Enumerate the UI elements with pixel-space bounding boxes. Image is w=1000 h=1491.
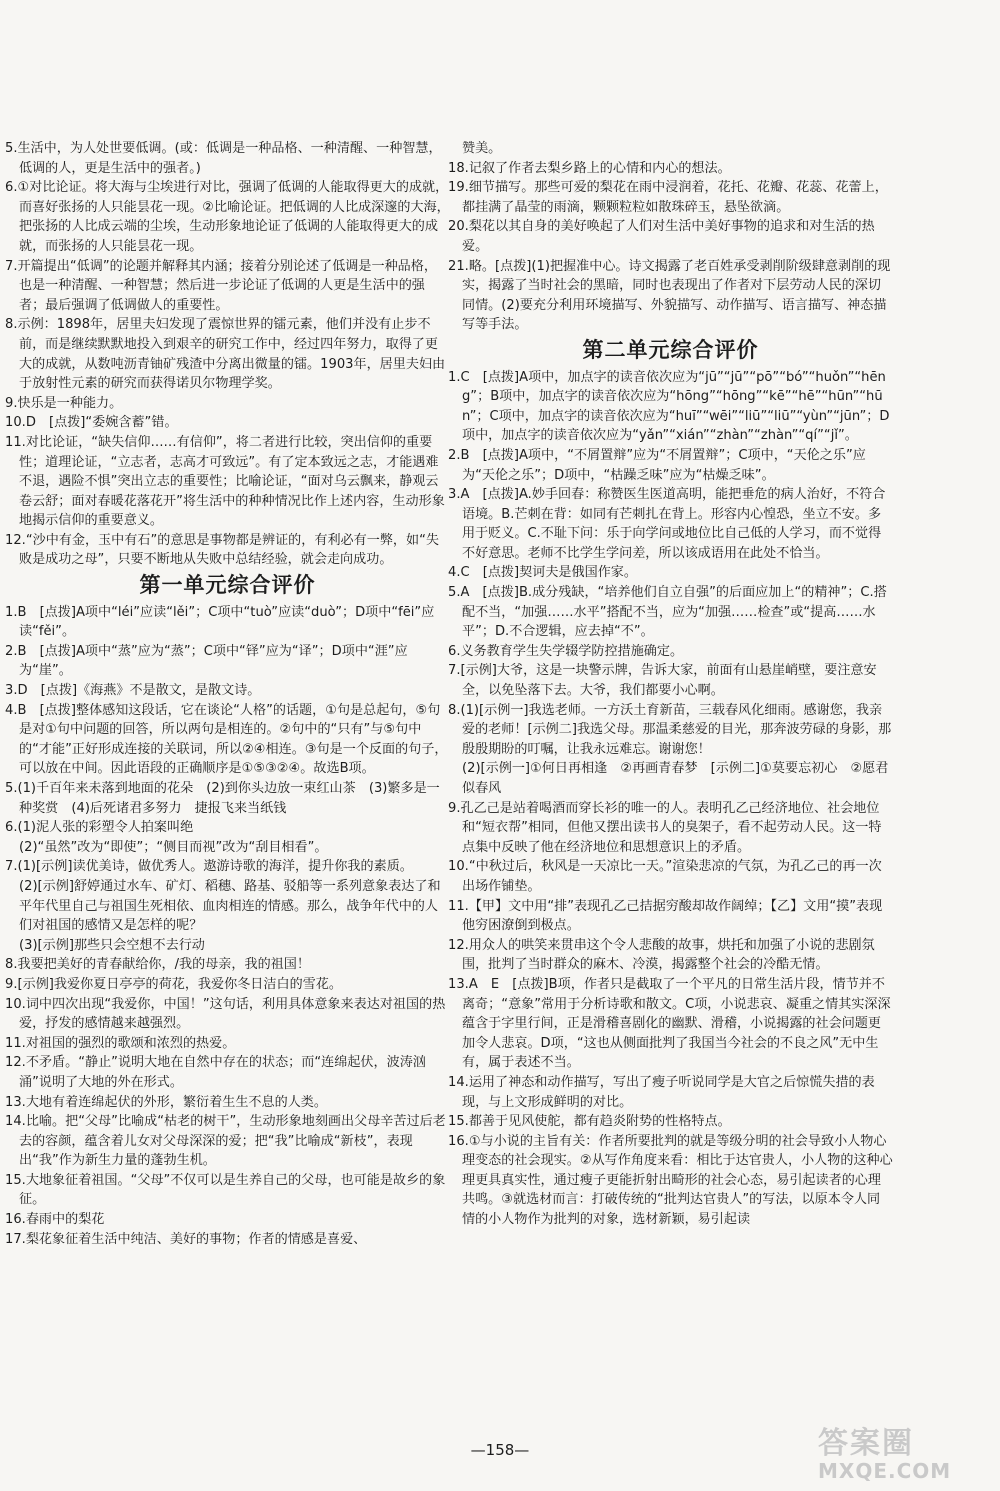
answer-item: 7.(1)[示例]读优美诗，做优秀人。遨游诗歌的海洋，提升你我的素质。 [5, 859, 413, 875]
answer-item: 6.义务教育学生失学辍学防控措施确定。 [448, 643, 684, 659]
answer-item: 11.对比论证，“缺失信仰……有信仰”，将二者进行比较，突出信仰的重要性；道理论证，“立志者，志高才可致远”。有了定本致远之志，才能遇难不退，遇险不惧”突出立志的重要性；比喻论证，“面对乌云飘来，静观云卷云舒；面对春暖花落花开”将生活中的种种情况比作上述内容，生动形象地揭示信仰的重要意义。 [5, 434, 445, 529]
answer-item: 10.“中秋过后，秋风是一天凉比一天。”渲染悲凉的气氛，为孔乙己的再一次出场作铺垫。 [448, 859, 882, 894]
answer-item: 9.[示例]我爱你夏日亭亭的荷花，我爱你冬日洁白的雪花。 [5, 976, 342, 992]
answer-item: 8.(1)[示例一]我选老师。一方沃土育新苗，三载春风化细雨。感谢您，我亲爱的老师！[示例二]我选父母。那温柔慈爱的目光，那奔波劳碌的身影，那殷殷期盼的叮嘱，让我永远难忘。谢谢您！ [448, 702, 892, 757]
page-number: —158— [470, 1441, 530, 1459]
answer-item: (2)“虽然”改为“即使”；“侧目而视”改为“刮目相看”。 [19, 839, 328, 855]
answer-item: 11.对祖国的强烈的歌颂和浓烈的热爱。 [5, 1035, 236, 1051]
answer-item: 10.词中四次出现“我爱你，中国！”这句话，利用具体意象来表达对祖国的热爱，抒发的感情越来越强烈。 [5, 996, 446, 1032]
answer-item: 20.梨花以其自身的美好唤起了人们对生活中美好事物的追求和对生活的热爱。 [448, 219, 875, 254]
answer-item: 16.春雨中的梨花 [5, 1212, 105, 1228]
answer-item: 4.B [点拨]整体感知这段话，它在谈论“人格”的话题，①句是总起句，⑤句是对①句中问题的回答，所以两句是相连的。②句中的“只有”与⑤句中的“才能”正好形成连接的关联词，所以②④相连。③句是一个反面的句子，可以放在中间。因此语段的正确顺序是①⑤③②④。故选B项。 [5, 702, 448, 777]
answer-item: 5.生活中，为人处世要低调。(或：低调是一种品格、一种清醒、一种智慧，低调的人，更是生活中的强者。) [5, 141, 442, 176]
answer-item: 10.D [点拨]“委婉含蓄”错。 [5, 415, 178, 431]
watermark-logo [818, 1428, 993, 1486]
answer-item: 17.梨花象征着生活中纯洁、美好的事物；作者的情感是喜爱、 [5, 1231, 367, 1247]
answer-item: (2)[示例]舒婷通过水车、矿灯、稻穗、路基、驳船等一系列意象表达了和平年代里自己与祖国生死相依、血肉相连的情感。那么，战争年代中的人们对祖国的感情又是怎样的呢？ [19, 878, 441, 934]
answer-item: (2)[示例一]①何日再相逢 ②再画青春梦 [示例二]①莫要忘初心 ②愿君似春风 [462, 761, 889, 796]
watermark-text-top: 答案圈 [818, 1426, 914, 1461]
answer-item: 13.A E [点拨]B项，作者只是截取了一个平凡的日常生活片段，情节并不离奇；“意象”常用于分析诗歌和散文。C项，小说悲哀、凝重之情其实深深蕴含于字里行间，正是滑稽喜剧化的幽默、滑稽，小说揭露的社会问题更加令人悲哀。D项，“这也从侧面批判了我国当今社会的不良之风”无中生有，属于表述不当。 [448, 976, 891, 1071]
answer-item: 赞美。 [462, 141, 502, 156]
left-column [5, 139, 450, 1249]
answer-item: 2.B [点拨]A项中“蒸”应为“蒸”；C项中“铎”应为“译”；D项中“涯”应为“崖”。 [5, 643, 408, 679]
answer-item: 5.(1)千百年来未落到地面的花朵 (2)到你头边放一束红山茶 (3)繁多是一种奖赏 (4)后死诸君多努力 捷报飞来当纸钱 [5, 781, 440, 816]
answer-item: 12.“沙中有金，玉中有石”的意思是事物都是辨证的，有利必有一弊，如“失败是成功之母”，只要不断地从失败中总结经验，就会走向成功。 [5, 532, 439, 568]
answer-item: 3.D [点拨]《海燕》不是散文，是散文诗。 [5, 683, 261, 699]
answer-item: 14.比喻。把“父母”比喻成“枯老的树干”，生动形象地刻画出父母辛苦过后老去的容颜，蕴含着儿女对父母深深的爱；把“我”比喻成“新枝”，表现出“我”作为新生力量的蓬勃生机。 [5, 1114, 446, 1169]
answer-item: 15.都善于见风使舵，都有趋炎附势的性格特点。 [448, 1114, 731, 1130]
answer-item: 6.①对比论证。将大海与尘埃进行对比，强调了低调的人能取得更大的成就，而喜好张扬的人只能昙花一现。②比喻论证。把低调的人比成深邃的大海，把张扬的人比成云端的尘埃，生动形象地论证了低调的人能取得更大的成就，而张扬的人只能昙花一现。 [5, 180, 450, 254]
answer-item: 9.快乐是一种能力。 [5, 395, 123, 411]
answer-item: 12.用众人的哄笑来贯串这个令人悲酸的故事，烘托和加强了小说的悲剧氛围，批判了当时群众的麻木、冷漠，揭露整个社会的冷酷无情。 [448, 937, 875, 973]
right-column [448, 139, 893, 1230]
answer-item: 8.示例：1898年，居里夫妇发现了震惊世界的镭元素，他们并没有止步不前，而是继续默默地投入到艰辛的研究工作中，经过四年努力，取得了更大的成就，从数吨沥青铀矿残渣中分离出微量的镭。1903年，居里夫妇由于放射性元素的研究而获得诺贝尔物理学奖。 [5, 317, 446, 392]
answer-item: 18.记叙了作者去梨乡路上的心情和内心的想法。 [448, 160, 731, 176]
answer-item: 13.大地有着连绵起伏的外形，繁衍着生生不息的人类。 [5, 1094, 327, 1110]
answer-item: (3)[示例]那些只会空想不去行动 [19, 937, 205, 953]
section-title: 第一单元综合评价 [139, 573, 316, 598]
answer-item: 12.不矛盾。“静止”说明大地在自然中存在的状态；而“连绵起伏，波涛汹涌”说明了大地的外在形式。 [5, 1055, 426, 1090]
answer-item: 9.孔乙己是站着喝酒而穿长衫的唯一的人。表明孔乙己经济地位、社会地位和“短衣帮”相同，但他又摆出读书人的臭架子，看不起劳动人民。这一特点集中反映了他在经济地位和思想意识上的矛盾。 [448, 800, 882, 855]
answer-item: 14.运用了神态和动作描写，写出了瘦子听说同学是大官之后惊慌失措的表现，与上文形成鲜明的对比。 [448, 1074, 875, 1110]
answer-item: 11.【甲】文中用“排”表现孔乙己拮据穷酸却故作阔绰；【乙】文用“摸”表现他穷困潦倒到极点。 [448, 898, 883, 934]
answer-item: 16.①与小说的主旨有关：作者所要批判的就是等级分明的社会导致小人物心理变态的社会现实。②从写作角度来看：相比于达官贵人，小人物的这种心理更具真实性，通过瘦子更能折射出畸形的社会心态，易引起读者的心理共鸣。③就选材而言：打破传统的“批判达官贵人”的写法，以原本令人同情的小人物作为批判的对象，选材新颖，易引起读 [448, 1133, 893, 1228]
watermark-text-bottom: MXQE.COM [818, 1459, 952, 1483]
section-title: 第二单元综合评价 [582, 337, 759, 362]
answer-item: 19.细节描写。那些可爱的梨花在雨中浸润着，花托、花瓣、花蕊、花蕾上，都挂满了晶莹的雨滴，颗颗粒粒如散珠碎玉，悬坠欲滴。 [448, 180, 888, 215]
answer-item: 7.[示例]大爷，这是一块警示牌，告诉大家，前面有山悬崖峭壁，要注意安全，以免坠落下去。大爷，我们都要小心啊。 [448, 663, 877, 699]
answer-item: 2.B [点拨]A项中，“不屑置辩”应为“不屑置辩”；C项中，“天伦之乐”应为“天伦之乐”；D项中，“枯躁乏味”应为“枯燥乏味”。 [448, 447, 866, 483]
answer-item: 8.我要把美好的青春献给你，/我的母亲，我的祖国！ [5, 957, 310, 973]
answer-item: 21.略。[点拨](1)把握准中心。诗文揭露了老百姓承受剥削阶级肆意剥削的现实，揭露了当时社会的黑暗，同时也表现出了作者对下层劳动人民的深切同情。(2)要充分利用环境描写、外貌描写、动作描写、语言描写、神态描写等手法。 [448, 258, 891, 333]
answer-item: 5.A [点拨]B.成分残缺，“培养他们自立自强”的后面应加上“的精神”；C.搭配不当，“加强……水平”搭配不当，应为“加强……检查”或“提高……水平”；D.不合逻辑，应去掉“不”。 [448, 585, 887, 640]
answer-item: 1.B [点拨]A项中“léi”应读“lěi”；C项中“tuò”应读“duò”；D项中“fēi”应读“fěi”。 [5, 604, 435, 640]
answer-item: 3.A [点拨]A.妙手回春：称赞医生医道高明，能把垂危的病人治好，不符合语境。B.芒刺在背：如同有芒刺扎在背上。形容内心惶恐，坐立不安。多用于贬义。C.不耻下问：乐于向学问或地位比自己低的人学习，而不觉得不好意思。老师不比学生学问差，所以该成语用在此处不恰当。 [448, 487, 886, 561]
answer-item: 7.开篇提出“低调”的论题并解释其内涵；接着分别论述了低调是一种品格，也是一种清醒、一种智慧；然后进一步论证了低调的人更是生活中的强者；最后强调了低调做人的重要性。 [5, 258, 437, 313]
answer-item: 6.(1)泥人张的彩塑令人拍案叫绝 [5, 820, 194, 836]
answer-item: 4.C [点拨]契诃夫是俄国作家。 [448, 565, 637, 581]
answer-item: 1.C [点拨]A项中，加点字的读音依次应为“jū”“jū”“pō”“bó”“huǒn”“hēng”；B项中，加点字的读音依次应为“hōng”“hōng”“kē”“hē”“hūn”“hūn”；C项中，加点字的读音依次应为“huī”“wēi”“liū”“liū”“yùn”“jūn”；D项中，加点字的读音依次应为“yǎn”“xián”“zhàn”“zhàn”“qí”“jǐ”。 [448, 369, 890, 444]
answer-item: 15.大地象征着祖国。“父母”不仅可以是生养自己的父母，也可能是故乡的象征。 [5, 1172, 446, 1208]
